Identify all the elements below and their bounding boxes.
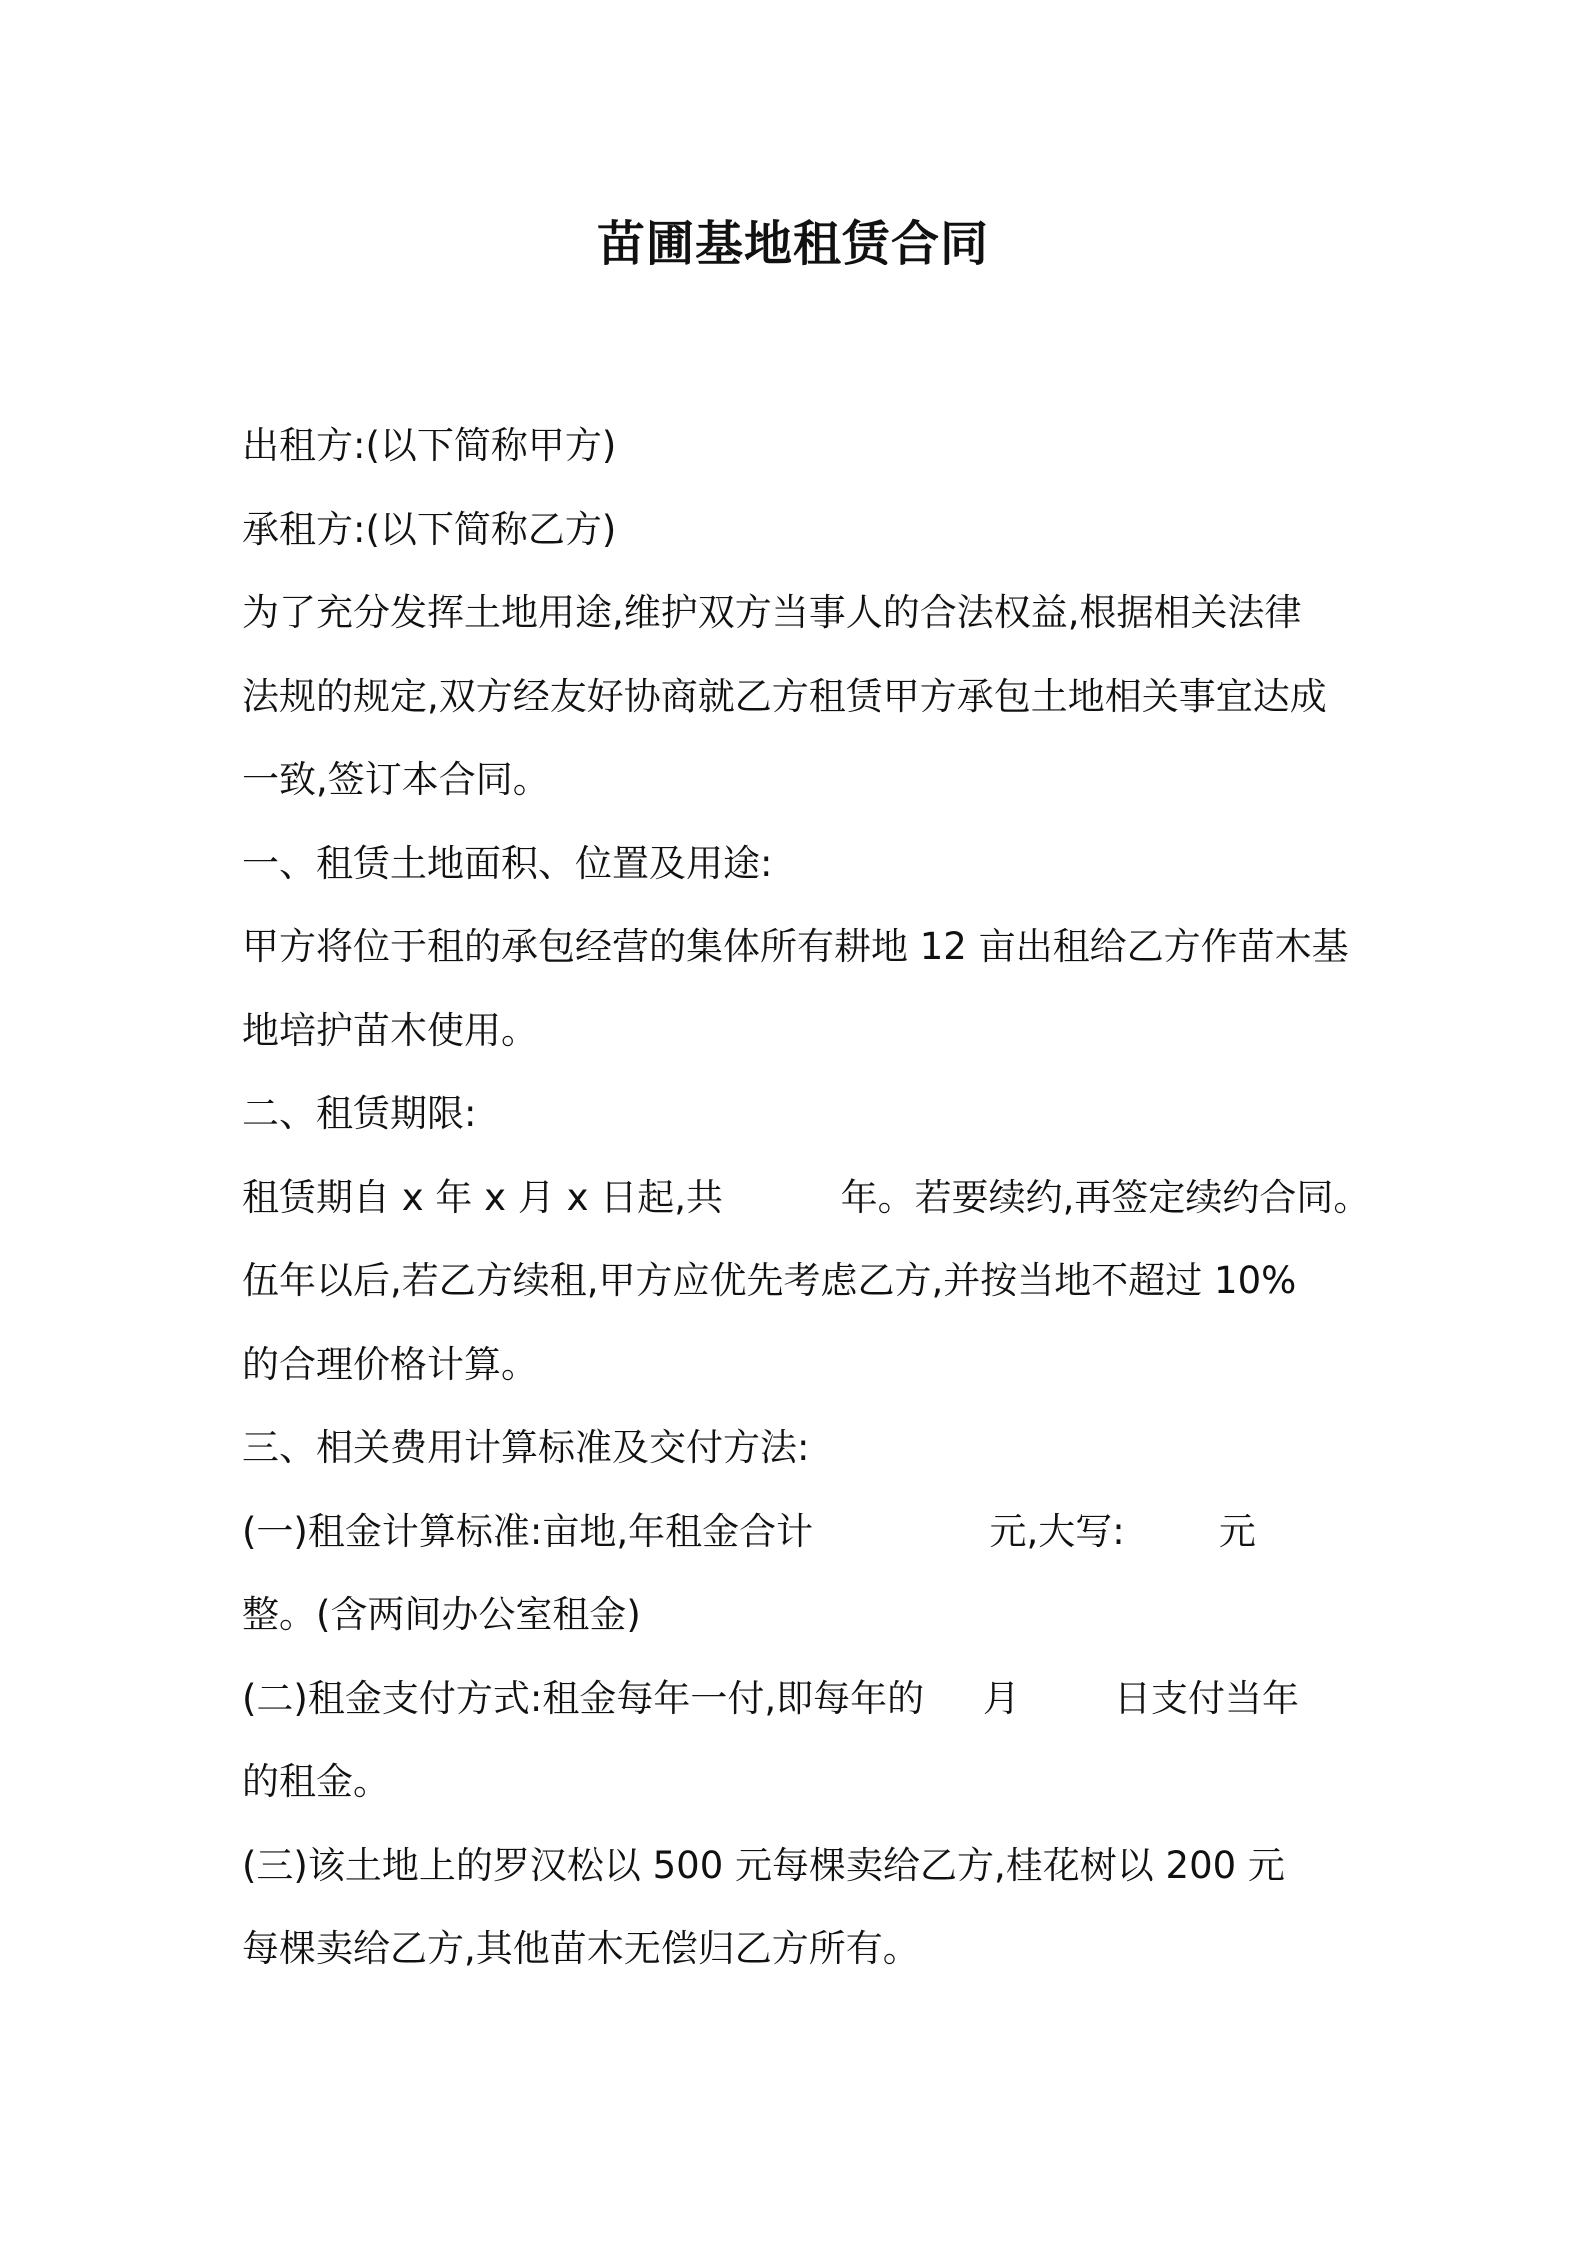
section-1-line-2: 地培护苗木使用。	[242, 1008, 538, 1052]
document-title: 苗圃基地租赁合同	[596, 216, 989, 272]
section-3-heading: 三、相关费用计算标准及交付方法:	[242, 1426, 810, 1469]
section-1-line-1: 甲方将位于租的承包经营的集体所有耕地 12 亩出租给乙方作苗木基	[242, 925, 1349, 968]
clause-3-1-line-1: (一)租金计算标准:亩地,年租金合计 元,大写: 元	[242, 1509, 1256, 1553]
section-2-line-1: 租赁期自 x 年 x 月 x 日起,共 年。若要续约,再签定续约合同。	[242, 1175, 1371, 1219]
preamble-line-3: 一致,签订本合同。	[242, 758, 550, 801]
section-2-line-3: 的合理价格计算。	[242, 1342, 538, 1386]
lessor-line: 出租方:(以下简称甲方)	[242, 424, 617, 467]
clause-3-3-line-1: (三)该土地上的罗汉松以 500 元每棵卖给乙方,桂花树以 200 元	[242, 1843, 1285, 1887]
preamble-line-2: 法规的规定,双方经友好协商就乙方租赁甲方承包土地相关事宜达成	[242, 674, 1327, 718]
document-body	[242, 404, 1371, 1991]
preamble-line-1: 为了充分发挥土地用途,维护双方当事人的合法权益,根据相关法律	[242, 591, 1302, 634]
clause-3-2-line-1: (二)租金支付方式:租金每年一付,即每年的 月 日支付当年	[242, 1676, 1299, 1720]
clause-3-3-line-2: 每棵卖给乙方,其他苗木无偿归乙方所有。	[242, 1927, 920, 1970]
clause-3-2-line-2: 的租金。	[242, 1760, 390, 1803]
section-2-line-2: 伍年以后,若乙方续租,甲方应优先考虑乙方,并按当地不超过 10%	[242, 1259, 1297, 1302]
clause-3-1-line-2: 整。(含两间办公室租金)	[242, 1593, 641, 1636]
section-1-heading: 一、租赁土地面积、位置及用途:	[242, 841, 773, 885]
lessee-line: 承租方:(以下简称乙方)	[242, 507, 617, 551]
section-2-heading: 二、租赁期限:	[242, 1092, 477, 1135]
